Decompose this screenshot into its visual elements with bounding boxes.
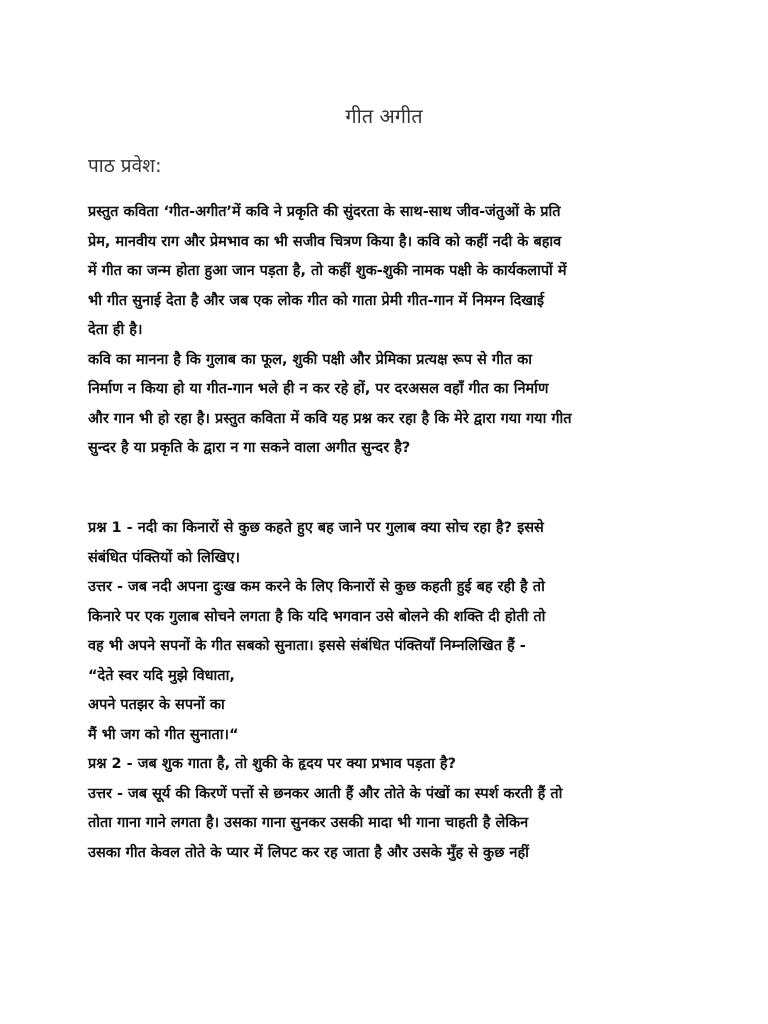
- answer-line: उसका गीत केवल तोते के प्यार में लिपट कर रह जाता है और उसके मुँह से कुछ नहीं: [88, 844, 529, 861]
- section-heading: पाठ प्रवेश:: [88, 155, 162, 177]
- question-line: प्रश्न 2 - जब शुक गाता है, तो शुकी के हृदय पर क्या प्रभाव पड़ता है?: [88, 756, 456, 772]
- poem-line: अपने पतझर के सपनों का: [88, 697, 225, 713]
- answer-line: तोता गाना गाने लगता है। उसका गाना सुनकर उसकी मादा भी गाना चाहती है लेकिन: [88, 815, 529, 831]
- text-line: भी गीत सुनाई देता है और जब एक लोक गीत को गाता प्रेमी गीत-गान में निमग्न दिखाई: [88, 292, 545, 309]
- answer-line: किनारे पर एक गुलाब सोचने लगता है कि यदि भगवान उसे बोलने की शक्ति दी होती तो: [88, 608, 546, 625]
- intro-paragraph: [88, 198, 688, 464]
- poem-line: “देते स्वर यदि मुझे विधाता,: [88, 667, 235, 684]
- question-answer-section: [88, 514, 688, 868]
- text-line: प्रेम, मानवीय राग और प्रेमभाव का भी सजीव चित्रण किया है। कवि को कहीं नदी के बहाव: [88, 233, 562, 250]
- text-line: निर्माण न किया हो या गीत-गान भले ही न कर रहे हों, पर दरअसल वहाँ गीत का निर्माण: [88, 381, 549, 397]
- document-title: गीत अगीत: [345, 104, 423, 128]
- text-line: में गीत का जन्म होता हुआ जान पड़ता है, तो कहीं शुक-शुकी नामक पक्षी के कार्यकलापों में: [88, 263, 567, 279]
- poem-line: मैं भी जग को गीत सुनाता।“: [88, 726, 239, 743]
- text-line: देता ही है।: [88, 322, 143, 338]
- text-line: और गान भी हो रहा है। प्रस्तुत कविता में कवि यह प्रश्न कर रहा है कि मेरे द्वारा गया गया गीत: [88, 410, 572, 427]
- question-line: संबंधित पंक्तियों को लिखिए।: [88, 549, 240, 566]
- text-line: सुन्दर है या प्रकृति के द्वारा न गा सकने वाला अगीत सुन्दर है?: [88, 440, 411, 456]
- answer-line: वह भी अपने सपनों के गीत सबको सुनाता। इससे संबंधित पंक्तियाँ निम्नलिखित हैं -: [88, 638, 526, 654]
- question-line: प्रश्न 1 - नदी का किनारों से कुछ कहते हुए बह जाने पर गुलाब क्या सोच रहा है? इससे: [88, 520, 544, 536]
- answer-line: उत्तर - जब सूर्य की किरणें पत्तों से छनकर आती हैं और तोते के पंखों का स्पर्श करती हैं तो: [88, 785, 563, 802]
- text-line: कवि का मानना है कि गुलाब का फूल, शुकी पक्षी और प्रेमिका प्रत्यक्ष रूप से गीत का: [88, 351, 533, 368]
- answer-line: उत्तर - जब नदी अपना दुःख कम करने के लिए किनारों से कुछ कहती हुई बह रही है तो: [88, 579, 545, 595]
- text-line: प्रस्तुत कविता ‘गीत-अगीत’में कवि ने प्रकृति की सुंदरता के साथ-साथ जीव-जंतुओं के प्रति: [88, 204, 561, 220]
